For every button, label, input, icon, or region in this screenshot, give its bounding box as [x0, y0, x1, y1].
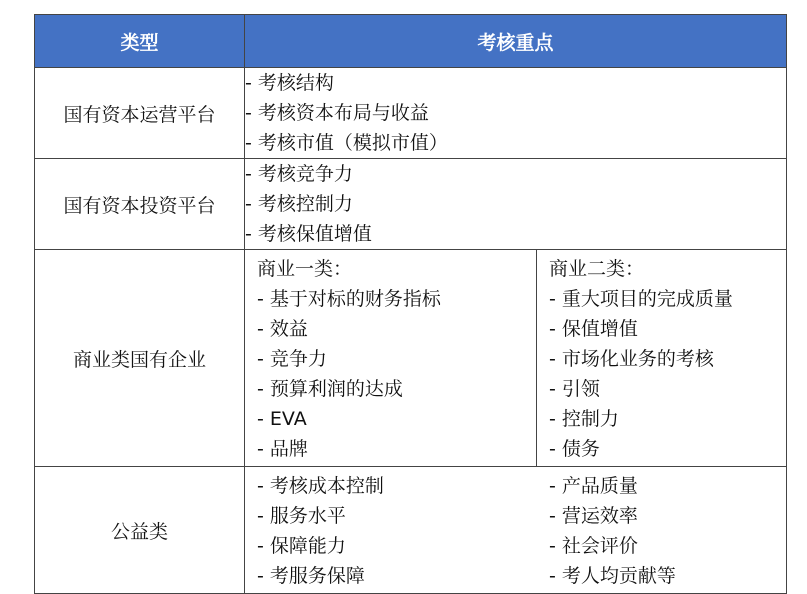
- row-type: 商业类国有企业: [35, 250, 245, 467]
- list-item: - 考核市值（模拟市值）: [245, 128, 786, 158]
- table-row: [35, 68, 787, 159]
- commercial-class-one: [245, 250, 537, 466]
- list-item: - 考核资本布局与收益: [245, 98, 786, 128]
- list-item: - 品牌: [257, 434, 536, 464]
- row-type: 国有资本投资平台: [35, 159, 245, 250]
- table-row: [35, 250, 787, 467]
- list-item: - 保值增值: [549, 314, 786, 344]
- list-item: - 产品质量: [549, 471, 786, 501]
- list-item: - 效益: [257, 314, 536, 344]
- list-item: - 服务水平: [257, 501, 537, 531]
- list-item: - 考核保值增值: [245, 219, 786, 249]
- row-focus: [245, 250, 787, 467]
- list-item: - 考核控制力: [245, 189, 786, 219]
- list-item: - 保障能力: [257, 531, 537, 561]
- commercial-class-two: [537, 250, 786, 466]
- public-welfare-right: [537, 467, 786, 593]
- header-focus: 考核重点: [245, 15, 787, 68]
- row-type: 国有资本运营平台: [35, 68, 245, 159]
- public-welfare-left: [245, 467, 537, 593]
- list-item: - 考核竞争力: [245, 159, 786, 189]
- column-title: 商业二类：: [549, 258, 645, 280]
- list-item: - 竞争力: [257, 344, 536, 374]
- list-item: - EVA: [257, 404, 536, 434]
- row-focus: [245, 467, 787, 594]
- column-title: 商业一类：: [257, 258, 353, 280]
- list-item: - 市场化业务的考核: [549, 344, 786, 374]
- list-item: - 重大项目的完成质量: [549, 284, 786, 314]
- table-row: [35, 467, 787, 594]
- header-type: 类型: [35, 15, 245, 68]
- assessment-table: [34, 14, 787, 594]
- list-item: - 社会评价: [549, 531, 786, 561]
- list-item: - 考服务保障: [257, 561, 537, 591]
- row-focus: [245, 68, 787, 159]
- list-item: - 引领: [549, 374, 786, 404]
- list-item: - 基于对标的财务指标: [257, 284, 536, 314]
- list-item: - 债务: [549, 434, 786, 464]
- list-item: - 考人均贡献等: [549, 561, 786, 591]
- list-item: - 考核结构: [245, 68, 786, 98]
- list-item: - 考核成本控制: [257, 471, 537, 501]
- list-item: - 控制力: [549, 404, 786, 434]
- list-item: - 预算利润的达成: [257, 374, 536, 404]
- list-item: - 营运效率: [549, 501, 786, 531]
- table-row: [35, 159, 787, 250]
- row-focus: [245, 159, 787, 250]
- header-row: [35, 15, 787, 68]
- row-type: 公益类: [35, 467, 245, 594]
